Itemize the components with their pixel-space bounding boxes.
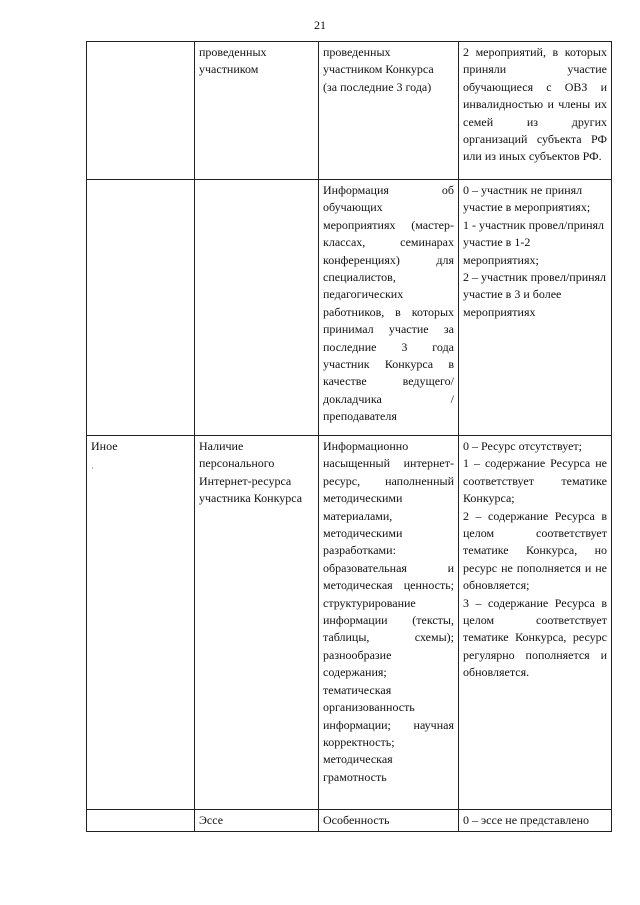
table-cell-indicator: Информационно насыщенный интернет-ресурс, наполненный методическими материалами, методическими разработками: образовательная и методическая ценность; структурирование информации (тексты, таблицы, схемы); разнообразие содержания; тематическая организованность информации; научная корректность; методическая грамотность (319, 436, 459, 810)
table-cell-criterion (195, 180, 319, 436)
table-cell-category (87, 42, 195, 180)
table-row (87, 180, 612, 436)
table-cell-category (87, 180, 195, 436)
table-cell-indicator: Особенность (319, 810, 459, 832)
table-cell-scoring: 0 – участник не принял участие в мероприятиях; 1 - участник провел/принял участие в 1-2 мероприятиях; 2 – участник провел/принял участие в 3 и более мероприятиях (459, 180, 612, 436)
scan-mark: · (91, 463, 94, 474)
table-cell-indicator: проведенных участником Конкурса (за последние 3 года) (319, 42, 459, 180)
table-cell-criterion: проведенных участником (195, 42, 319, 180)
table-cell-category (87, 810, 195, 832)
table-cell-scoring: 0 – эссе не представлено (459, 810, 612, 832)
table-cell-scoring: 0 – Ресурс отсутствует; 1 – содержание Ресурса не соответствует тематике Конкурса; 2 – содержание Ресурса в целом соответствует тематике Конкурса, но ресурс не пополняется и не обновляется; 3 – содержание Ресурса в целом соответствует тематике Конкурса, ресурс регулярно пополняется и обновляется. (459, 436, 612, 810)
criteria-table (86, 41, 612, 832)
table-row (87, 810, 612, 832)
table-cell-criterion: Наличие персонального Интернет-ресурса участника Конкурса (195, 436, 319, 810)
table-cell-category: Иное · (87, 436, 195, 810)
table-cell-scoring: 2 мероприятий, в которых приняли участие обучающиеся с ОВЗ и инвалидностью и члены их семей из других организаций субъекта РФ или из иных субъектов РФ. (459, 42, 612, 180)
table-cell-criterion: Эссе (195, 810, 319, 832)
table-row (87, 436, 612, 810)
page-number: 21 (314, 18, 326, 32)
table-row (87, 42, 612, 180)
table-cell-indicator: Информация об обучающих мероприятиях (мастер-классах, семинарах конференциях) для специалистов, педагогических работников, в которых принимал участие за последние 3 года участник Конкурса в качестве ведущего/докладчика /преподавателя (319, 180, 459, 436)
